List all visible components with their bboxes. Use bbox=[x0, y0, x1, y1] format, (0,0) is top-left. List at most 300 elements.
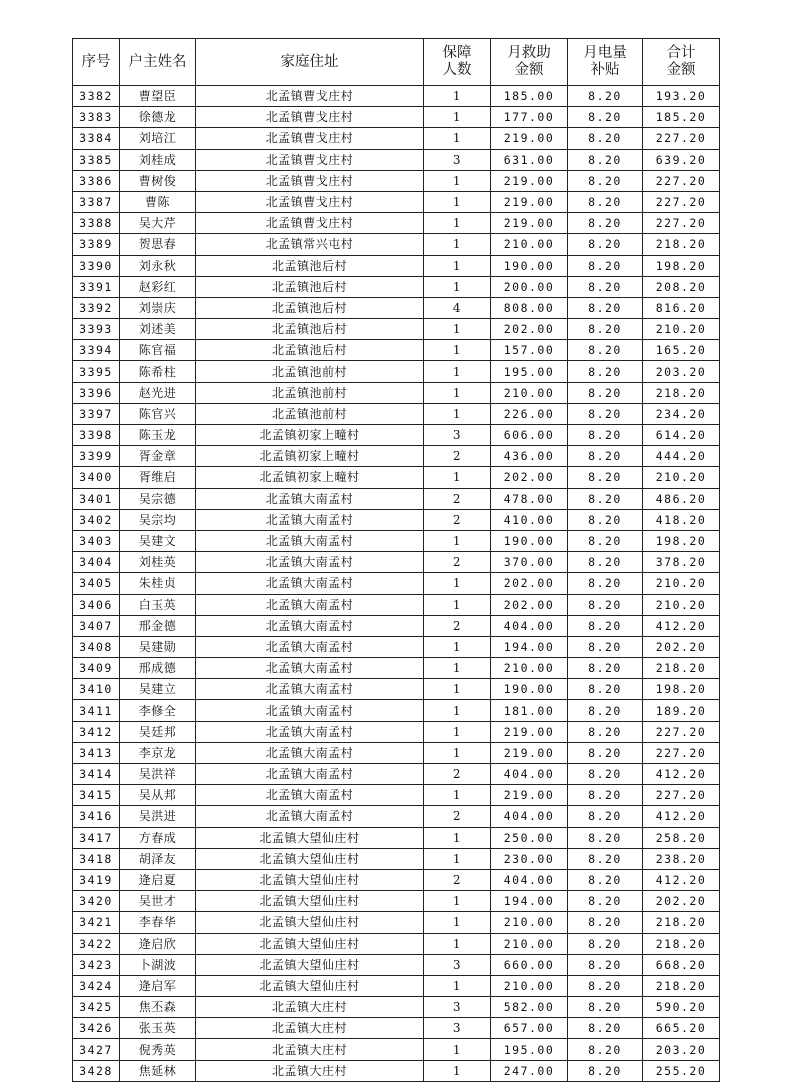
covered-persons-cell: 2 bbox=[424, 615, 491, 636]
home-address-cell: 北孟镇池后村 bbox=[196, 319, 424, 340]
total-amount-cell: 218.20 bbox=[643, 912, 720, 933]
table-row bbox=[73, 446, 720, 467]
total-amount-cell: 218.20 bbox=[643, 658, 720, 679]
household-head-name-cell: 吴建文 bbox=[120, 530, 196, 551]
home-address-cell: 北孟镇大庄村 bbox=[196, 1018, 424, 1039]
power-subsidy-cell: 8.20 bbox=[568, 425, 643, 446]
table-row bbox=[73, 764, 720, 785]
serial-number-cell: 3388 bbox=[73, 213, 120, 234]
serial-number-cell: 3393 bbox=[73, 319, 120, 340]
power-subsidy-cell: 8.20 bbox=[568, 912, 643, 933]
total-amount-cell: 412.20 bbox=[643, 806, 720, 827]
header-home-address: 家庭住址 bbox=[196, 39, 424, 86]
total-amount-cell: 227.20 bbox=[643, 128, 720, 149]
covered-persons-cell: 1 bbox=[424, 403, 491, 424]
home-address-cell: 北孟镇大南孟村 bbox=[196, 594, 424, 615]
total-amount-cell: 665.20 bbox=[643, 1018, 720, 1039]
monthly-relief-cell: 202.00 bbox=[491, 467, 568, 488]
total-amount-cell: 227.20 bbox=[643, 191, 720, 212]
home-address-cell: 北孟镇大庄村 bbox=[196, 1039, 424, 1060]
power-subsidy-cell: 8.20 bbox=[568, 319, 643, 340]
total-amount-cell: 193.20 bbox=[643, 86, 720, 107]
household-head-name-cell: 吴宗德 bbox=[120, 488, 196, 509]
serial-number-cell: 3419 bbox=[73, 869, 120, 890]
monthly-relief-cell: 219.00 bbox=[491, 213, 568, 234]
covered-persons-cell: 1 bbox=[424, 170, 491, 191]
serial-number-cell: 3391 bbox=[73, 276, 120, 297]
home-address-cell: 北孟镇大南孟村 bbox=[196, 552, 424, 573]
covered-persons-cell: 2 bbox=[424, 446, 491, 467]
covered-persons-cell: 1 bbox=[424, 700, 491, 721]
serial-number-cell: 3417 bbox=[73, 827, 120, 848]
table-row bbox=[73, 594, 720, 615]
covered-persons-cell: 1 bbox=[424, 319, 491, 340]
total-amount-cell: 202.20 bbox=[643, 636, 720, 657]
home-address-cell: 北孟镇大南孟村 bbox=[196, 488, 424, 509]
household-head-name-cell: 吴廷邦 bbox=[120, 721, 196, 742]
table-row bbox=[73, 806, 720, 827]
monthly-relief-cell: 200.00 bbox=[491, 276, 568, 297]
household-head-name-cell: 李修全 bbox=[120, 700, 196, 721]
home-address-cell: 北孟镇池前村 bbox=[196, 382, 424, 403]
serial-number-cell: 3404 bbox=[73, 552, 120, 573]
home-address-cell: 北孟镇初家上疃村 bbox=[196, 425, 424, 446]
serial-number-cell: 3403 bbox=[73, 530, 120, 551]
covered-persons-cell: 1 bbox=[424, 891, 491, 912]
power-subsidy-cell: 8.20 bbox=[568, 785, 643, 806]
table-row bbox=[73, 107, 720, 128]
household-head-name-cell: 焦丕森 bbox=[120, 997, 196, 1018]
covered-persons-cell: 3 bbox=[424, 149, 491, 170]
table-row bbox=[73, 679, 720, 700]
table-row bbox=[73, 191, 720, 212]
monthly-relief-cell: 157.00 bbox=[491, 340, 568, 361]
monthly-relief-cell: 404.00 bbox=[491, 869, 568, 890]
power-subsidy-cell: 8.20 bbox=[568, 615, 643, 636]
power-subsidy-cell: 8.20 bbox=[568, 552, 643, 573]
power-subsidy-cell: 8.20 bbox=[568, 658, 643, 679]
household-head-name-cell: 陈官兴 bbox=[120, 403, 196, 424]
monthly-relief-cell: 190.00 bbox=[491, 255, 568, 276]
header-monthly-relief-amount: 月救助 金额 bbox=[491, 39, 568, 86]
home-address-cell: 北孟镇曹戈庄村 bbox=[196, 170, 424, 191]
power-subsidy-cell: 8.20 bbox=[568, 403, 643, 424]
total-amount-cell: 210.20 bbox=[643, 573, 720, 594]
monthly-relief-cell: 230.00 bbox=[491, 848, 568, 869]
serial-number-cell: 3426 bbox=[73, 1018, 120, 1039]
serial-number-cell: 3414 bbox=[73, 764, 120, 785]
covered-persons-cell: 1 bbox=[424, 594, 491, 615]
total-amount-cell: 227.20 bbox=[643, 785, 720, 806]
total-amount-cell: 227.20 bbox=[643, 742, 720, 763]
serial-number-cell: 3397 bbox=[73, 403, 120, 424]
power-subsidy-cell: 8.20 bbox=[568, 509, 643, 530]
monthly-relief-cell: 194.00 bbox=[491, 636, 568, 657]
monthly-relief-cell: 210.00 bbox=[491, 933, 568, 954]
monthly-relief-cell: 210.00 bbox=[491, 975, 568, 996]
monthly-relief-cell: 582.00 bbox=[491, 997, 568, 1018]
home-address-cell: 北孟镇大南孟村 bbox=[196, 679, 424, 700]
serial-number-cell: 3395 bbox=[73, 361, 120, 382]
monthly-relief-cell: 250.00 bbox=[491, 827, 568, 848]
table-row bbox=[73, 297, 720, 318]
household-head-name-cell: 刘桂成 bbox=[120, 149, 196, 170]
table-row bbox=[73, 636, 720, 657]
total-amount-cell: 202.20 bbox=[643, 891, 720, 912]
serial-number-cell: 3387 bbox=[73, 191, 120, 212]
monthly-relief-cell: 190.00 bbox=[491, 679, 568, 700]
total-amount-cell: 227.20 bbox=[643, 213, 720, 234]
household-head-name-cell: 邢金德 bbox=[120, 615, 196, 636]
home-address-cell: 北孟镇大庄村 bbox=[196, 1060, 424, 1081]
table-row bbox=[73, 276, 720, 297]
household-head-name-cell: 赵彩红 bbox=[120, 276, 196, 297]
household-head-name-cell: 朱桂贞 bbox=[120, 573, 196, 594]
total-amount-cell: 378.20 bbox=[643, 552, 720, 573]
serial-number-cell: 3416 bbox=[73, 806, 120, 827]
power-subsidy-cell: 8.20 bbox=[568, 636, 643, 657]
covered-persons-cell: 1 bbox=[424, 361, 491, 382]
covered-persons-cell: 1 bbox=[424, 107, 491, 128]
power-subsidy-cell: 8.20 bbox=[568, 149, 643, 170]
table-row bbox=[73, 1039, 720, 1060]
power-subsidy-cell: 8.20 bbox=[568, 234, 643, 255]
covered-persons-cell: 1 bbox=[424, 86, 491, 107]
table-row bbox=[73, 1018, 720, 1039]
power-subsidy-cell: 8.20 bbox=[568, 107, 643, 128]
serial-number-cell: 3383 bbox=[73, 107, 120, 128]
household-head-name-cell: 吴建勋 bbox=[120, 636, 196, 657]
household-head-name-cell: 胥维启 bbox=[120, 467, 196, 488]
monthly-relief-cell: 657.00 bbox=[491, 1018, 568, 1039]
total-amount-cell: 185.20 bbox=[643, 107, 720, 128]
total-amount-cell: 816.20 bbox=[643, 297, 720, 318]
table-row bbox=[73, 319, 720, 340]
covered-persons-cell: 1 bbox=[424, 191, 491, 212]
household-head-name-cell: 吴宗均 bbox=[120, 509, 196, 530]
monthly-relief-cell: 195.00 bbox=[491, 1039, 568, 1060]
home-address-cell: 北孟镇曹戈庄村 bbox=[196, 149, 424, 170]
power-subsidy-cell: 8.20 bbox=[568, 869, 643, 890]
covered-persons-cell: 4 bbox=[424, 297, 491, 318]
serial-number-cell: 3421 bbox=[73, 912, 120, 933]
total-amount-cell: 210.20 bbox=[643, 594, 720, 615]
power-subsidy-cell: 8.20 bbox=[568, 742, 643, 763]
serial-number-cell: 3422 bbox=[73, 933, 120, 954]
household-head-name-cell: 卜湖波 bbox=[120, 954, 196, 975]
covered-persons-cell: 1 bbox=[424, 1039, 491, 1060]
covered-persons-cell: 1 bbox=[424, 679, 491, 700]
covered-persons-cell: 1 bbox=[424, 785, 491, 806]
serial-number-cell: 3409 bbox=[73, 658, 120, 679]
covered-persons-cell: 1 bbox=[424, 234, 491, 255]
home-address-cell: 北孟镇曹戈庄村 bbox=[196, 213, 424, 234]
table-row bbox=[73, 573, 720, 594]
covered-persons-cell: 1 bbox=[424, 213, 491, 234]
power-subsidy-cell: 8.20 bbox=[568, 276, 643, 297]
home-address-cell: 北孟镇大望仙庄村 bbox=[196, 869, 424, 890]
total-amount-cell: 198.20 bbox=[643, 530, 720, 551]
covered-persons-cell: 1 bbox=[424, 276, 491, 297]
home-address-cell: 北孟镇常兴屯村 bbox=[196, 234, 424, 255]
household-head-name-cell: 胡泽友 bbox=[120, 848, 196, 869]
power-subsidy-cell: 8.20 bbox=[568, 594, 643, 615]
serial-number-cell: 3407 bbox=[73, 615, 120, 636]
household-head-name-cell: 吴洪进 bbox=[120, 806, 196, 827]
table-row bbox=[73, 128, 720, 149]
serial-number-cell: 3385 bbox=[73, 149, 120, 170]
total-amount-cell: 590.20 bbox=[643, 997, 720, 1018]
household-head-name-cell: 吴建立 bbox=[120, 679, 196, 700]
home-address-cell: 北孟镇大望仙庄村 bbox=[196, 954, 424, 975]
monthly-relief-cell: 185.00 bbox=[491, 86, 568, 107]
relief-roster-table bbox=[72, 38, 720, 1082]
covered-persons-cell: 1 bbox=[424, 128, 491, 149]
monthly-relief-cell: 219.00 bbox=[491, 128, 568, 149]
table-row bbox=[73, 425, 720, 446]
covered-persons-cell: 1 bbox=[424, 573, 491, 594]
total-amount-cell: 486.20 bbox=[643, 488, 720, 509]
total-amount-cell: 234.20 bbox=[643, 403, 720, 424]
total-amount-cell: 218.20 bbox=[643, 975, 720, 996]
home-address-cell: 北孟镇大望仙庄村 bbox=[196, 848, 424, 869]
serial-number-cell: 3384 bbox=[73, 128, 120, 149]
total-amount-cell: 412.20 bbox=[643, 764, 720, 785]
total-amount-cell: 210.20 bbox=[643, 467, 720, 488]
table-row bbox=[73, 869, 720, 890]
covered-persons-cell: 1 bbox=[424, 975, 491, 996]
household-head-name-cell: 张玉英 bbox=[120, 1018, 196, 1039]
total-amount-cell: 444.20 bbox=[643, 446, 720, 467]
covered-persons-cell: 1 bbox=[424, 467, 491, 488]
total-amount-cell: 218.20 bbox=[643, 933, 720, 954]
serial-number-cell: 3390 bbox=[73, 255, 120, 276]
power-subsidy-cell: 8.20 bbox=[568, 997, 643, 1018]
household-head-name-cell: 贺思春 bbox=[120, 234, 196, 255]
power-subsidy-cell: 8.20 bbox=[568, 1018, 643, 1039]
total-amount-cell: 203.20 bbox=[643, 361, 720, 382]
covered-persons-cell: 3 bbox=[424, 997, 491, 1018]
serial-number-cell: 3389 bbox=[73, 234, 120, 255]
table-row bbox=[73, 848, 720, 869]
serial-number-cell: 3425 bbox=[73, 997, 120, 1018]
covered-persons-cell: 1 bbox=[424, 933, 491, 954]
household-head-name-cell: 曹树俊 bbox=[120, 170, 196, 191]
total-amount-cell: 227.20 bbox=[643, 721, 720, 742]
monthly-relief-cell: 808.00 bbox=[491, 297, 568, 318]
table-row bbox=[73, 933, 720, 954]
total-amount-cell: 412.20 bbox=[643, 615, 720, 636]
total-amount-cell: 218.20 bbox=[643, 382, 720, 403]
covered-persons-cell: 1 bbox=[424, 658, 491, 679]
power-subsidy-cell: 8.20 bbox=[568, 573, 643, 594]
covered-persons-cell: 1 bbox=[424, 340, 491, 361]
header-total-amount: 合计 金额 bbox=[643, 39, 720, 86]
monthly-relief-cell: 202.00 bbox=[491, 594, 568, 615]
home-address-cell: 北孟镇大南孟村 bbox=[196, 721, 424, 742]
serial-number-cell: 3411 bbox=[73, 700, 120, 721]
table-row bbox=[73, 1060, 720, 1081]
total-amount-cell: 218.20 bbox=[643, 234, 720, 255]
total-amount-cell: 189.20 bbox=[643, 700, 720, 721]
power-subsidy-cell: 8.20 bbox=[568, 1060, 643, 1081]
total-amount-cell: 198.20 bbox=[643, 255, 720, 276]
total-amount-cell: 198.20 bbox=[643, 679, 720, 700]
household-head-name-cell: 刘述美 bbox=[120, 319, 196, 340]
power-subsidy-cell: 8.20 bbox=[568, 128, 643, 149]
monthly-relief-cell: 219.00 bbox=[491, 721, 568, 742]
home-address-cell: 北孟镇大南孟村 bbox=[196, 764, 424, 785]
monthly-relief-cell: 370.00 bbox=[491, 552, 568, 573]
total-amount-cell: 208.20 bbox=[643, 276, 720, 297]
home-address-cell: 北孟镇大南孟村 bbox=[196, 742, 424, 763]
home-address-cell: 北孟镇池后村 bbox=[196, 297, 424, 318]
table-row bbox=[73, 615, 720, 636]
serial-number-cell: 3402 bbox=[73, 509, 120, 530]
monthly-relief-cell: 404.00 bbox=[491, 764, 568, 785]
table-row bbox=[73, 785, 720, 806]
household-head-name-cell: 刘桂英 bbox=[120, 552, 196, 573]
covered-persons-cell: 1 bbox=[424, 827, 491, 848]
power-subsidy-cell: 8.20 bbox=[568, 446, 643, 467]
home-address-cell: 北孟镇池后村 bbox=[196, 276, 424, 297]
table-row bbox=[73, 658, 720, 679]
table-row bbox=[73, 340, 720, 361]
serial-number-cell: 3415 bbox=[73, 785, 120, 806]
monthly-relief-cell: 219.00 bbox=[491, 742, 568, 763]
serial-number-cell: 3423 bbox=[73, 954, 120, 975]
monthly-relief-cell: 404.00 bbox=[491, 806, 568, 827]
monthly-relief-cell: 631.00 bbox=[491, 149, 568, 170]
home-address-cell: 北孟镇大望仙庄村 bbox=[196, 975, 424, 996]
serial-number-cell: 3396 bbox=[73, 382, 120, 403]
total-amount-cell: 639.20 bbox=[643, 149, 720, 170]
table-body bbox=[73, 86, 720, 1082]
power-subsidy-cell: 8.20 bbox=[568, 340, 643, 361]
serial-number-cell: 3392 bbox=[73, 297, 120, 318]
table-row bbox=[73, 975, 720, 996]
table-row bbox=[73, 403, 720, 424]
table-row bbox=[73, 530, 720, 551]
covered-persons-cell: 2 bbox=[424, 509, 491, 530]
table-row bbox=[73, 467, 720, 488]
power-subsidy-cell: 8.20 bbox=[568, 764, 643, 785]
serial-number-cell: 3412 bbox=[73, 721, 120, 742]
household-head-name-cell: 陈官福 bbox=[120, 340, 196, 361]
serial-number-cell: 3424 bbox=[73, 975, 120, 996]
power-subsidy-cell: 8.20 bbox=[568, 806, 643, 827]
covered-persons-cell: 1 bbox=[424, 1060, 491, 1081]
household-head-name-cell: 刘崇庆 bbox=[120, 297, 196, 318]
monthly-relief-cell: 210.00 bbox=[491, 382, 568, 403]
home-address-cell: 北孟镇大南孟村 bbox=[196, 509, 424, 530]
monthly-relief-cell: 181.00 bbox=[491, 700, 568, 721]
serial-number-cell: 3410 bbox=[73, 679, 120, 700]
home-address-cell: 北孟镇池前村 bbox=[196, 403, 424, 424]
home-address-cell: 北孟镇池后村 bbox=[196, 255, 424, 276]
home-address-cell: 北孟镇大望仙庄村 bbox=[196, 827, 424, 848]
table-row bbox=[73, 742, 720, 763]
home-address-cell: 北孟镇大望仙庄村 bbox=[196, 891, 424, 912]
covered-persons-cell: 1 bbox=[424, 382, 491, 403]
household-head-name-cell: 刘永秋 bbox=[120, 255, 196, 276]
serial-number-cell: 3405 bbox=[73, 573, 120, 594]
power-subsidy-cell: 8.20 bbox=[568, 721, 643, 742]
monthly-relief-cell: 606.00 bbox=[491, 425, 568, 446]
household-head-name-cell: 曹望臣 bbox=[120, 86, 196, 107]
household-head-name-cell: 赵光进 bbox=[120, 382, 196, 403]
power-subsidy-cell: 8.20 bbox=[568, 530, 643, 551]
total-amount-cell: 238.20 bbox=[643, 848, 720, 869]
covered-persons-cell: 2 bbox=[424, 869, 491, 890]
table-row bbox=[73, 954, 720, 975]
monthly-relief-cell: 219.00 bbox=[491, 170, 568, 191]
serial-number-cell: 3401 bbox=[73, 488, 120, 509]
table-row bbox=[73, 827, 720, 848]
header-covered-persons: 保障 人数 bbox=[424, 39, 491, 86]
home-address-cell: 北孟镇大南孟村 bbox=[196, 806, 424, 827]
power-subsidy-cell: 8.20 bbox=[568, 488, 643, 509]
power-subsidy-cell: 8.20 bbox=[568, 975, 643, 996]
header-row bbox=[73, 39, 720, 86]
power-subsidy-cell: 8.20 bbox=[568, 848, 643, 869]
covered-persons-cell: 1 bbox=[424, 721, 491, 742]
covered-persons-cell: 1 bbox=[424, 530, 491, 551]
serial-number-cell: 3386 bbox=[73, 170, 120, 191]
total-amount-cell: 258.20 bbox=[643, 827, 720, 848]
monthly-relief-cell: 247.00 bbox=[491, 1060, 568, 1081]
household-head-name-cell: 徐德龙 bbox=[120, 107, 196, 128]
covered-persons-cell: 3 bbox=[424, 425, 491, 446]
household-head-name-cell: 逄启军 bbox=[120, 975, 196, 996]
monthly-relief-cell: 219.00 bbox=[491, 191, 568, 212]
power-subsidy-cell: 8.20 bbox=[568, 213, 643, 234]
monthly-relief-cell: 202.00 bbox=[491, 573, 568, 594]
household-head-name-cell: 陈希柱 bbox=[120, 361, 196, 382]
home-address-cell: 北孟镇曹戈庄村 bbox=[196, 107, 424, 128]
table-row bbox=[73, 509, 720, 530]
total-amount-cell: 412.20 bbox=[643, 869, 720, 890]
total-amount-cell: 210.20 bbox=[643, 319, 720, 340]
home-address-cell: 北孟镇初家上疃村 bbox=[196, 446, 424, 467]
home-address-cell: 北孟镇大望仙庄村 bbox=[196, 912, 424, 933]
serial-number-cell: 3400 bbox=[73, 467, 120, 488]
table-row bbox=[73, 149, 720, 170]
table-row bbox=[73, 86, 720, 107]
total-amount-cell: 614.20 bbox=[643, 425, 720, 446]
monthly-relief-cell: 210.00 bbox=[491, 658, 568, 679]
home-address-cell: 北孟镇大南孟村 bbox=[196, 658, 424, 679]
table-row bbox=[73, 170, 720, 191]
household-head-name-cell: 倪秀英 bbox=[120, 1039, 196, 1060]
home-address-cell: 北孟镇大南孟村 bbox=[196, 573, 424, 594]
covered-persons-cell: 3 bbox=[424, 954, 491, 975]
table-row bbox=[73, 234, 720, 255]
monthly-relief-cell: 660.00 bbox=[491, 954, 568, 975]
total-amount-cell: 203.20 bbox=[643, 1039, 720, 1060]
power-subsidy-cell: 8.20 bbox=[568, 679, 643, 700]
serial-number-cell: 3420 bbox=[73, 891, 120, 912]
power-subsidy-cell: 8.20 bbox=[568, 700, 643, 721]
table-row bbox=[73, 361, 720, 382]
monthly-relief-cell: 404.00 bbox=[491, 615, 568, 636]
table-row bbox=[73, 721, 720, 742]
household-head-name-cell: 焦延林 bbox=[120, 1060, 196, 1081]
table-row bbox=[73, 891, 720, 912]
power-subsidy-cell: 8.20 bbox=[568, 170, 643, 191]
household-head-name-cell: 吴世才 bbox=[120, 891, 196, 912]
covered-persons-cell: 2 bbox=[424, 806, 491, 827]
